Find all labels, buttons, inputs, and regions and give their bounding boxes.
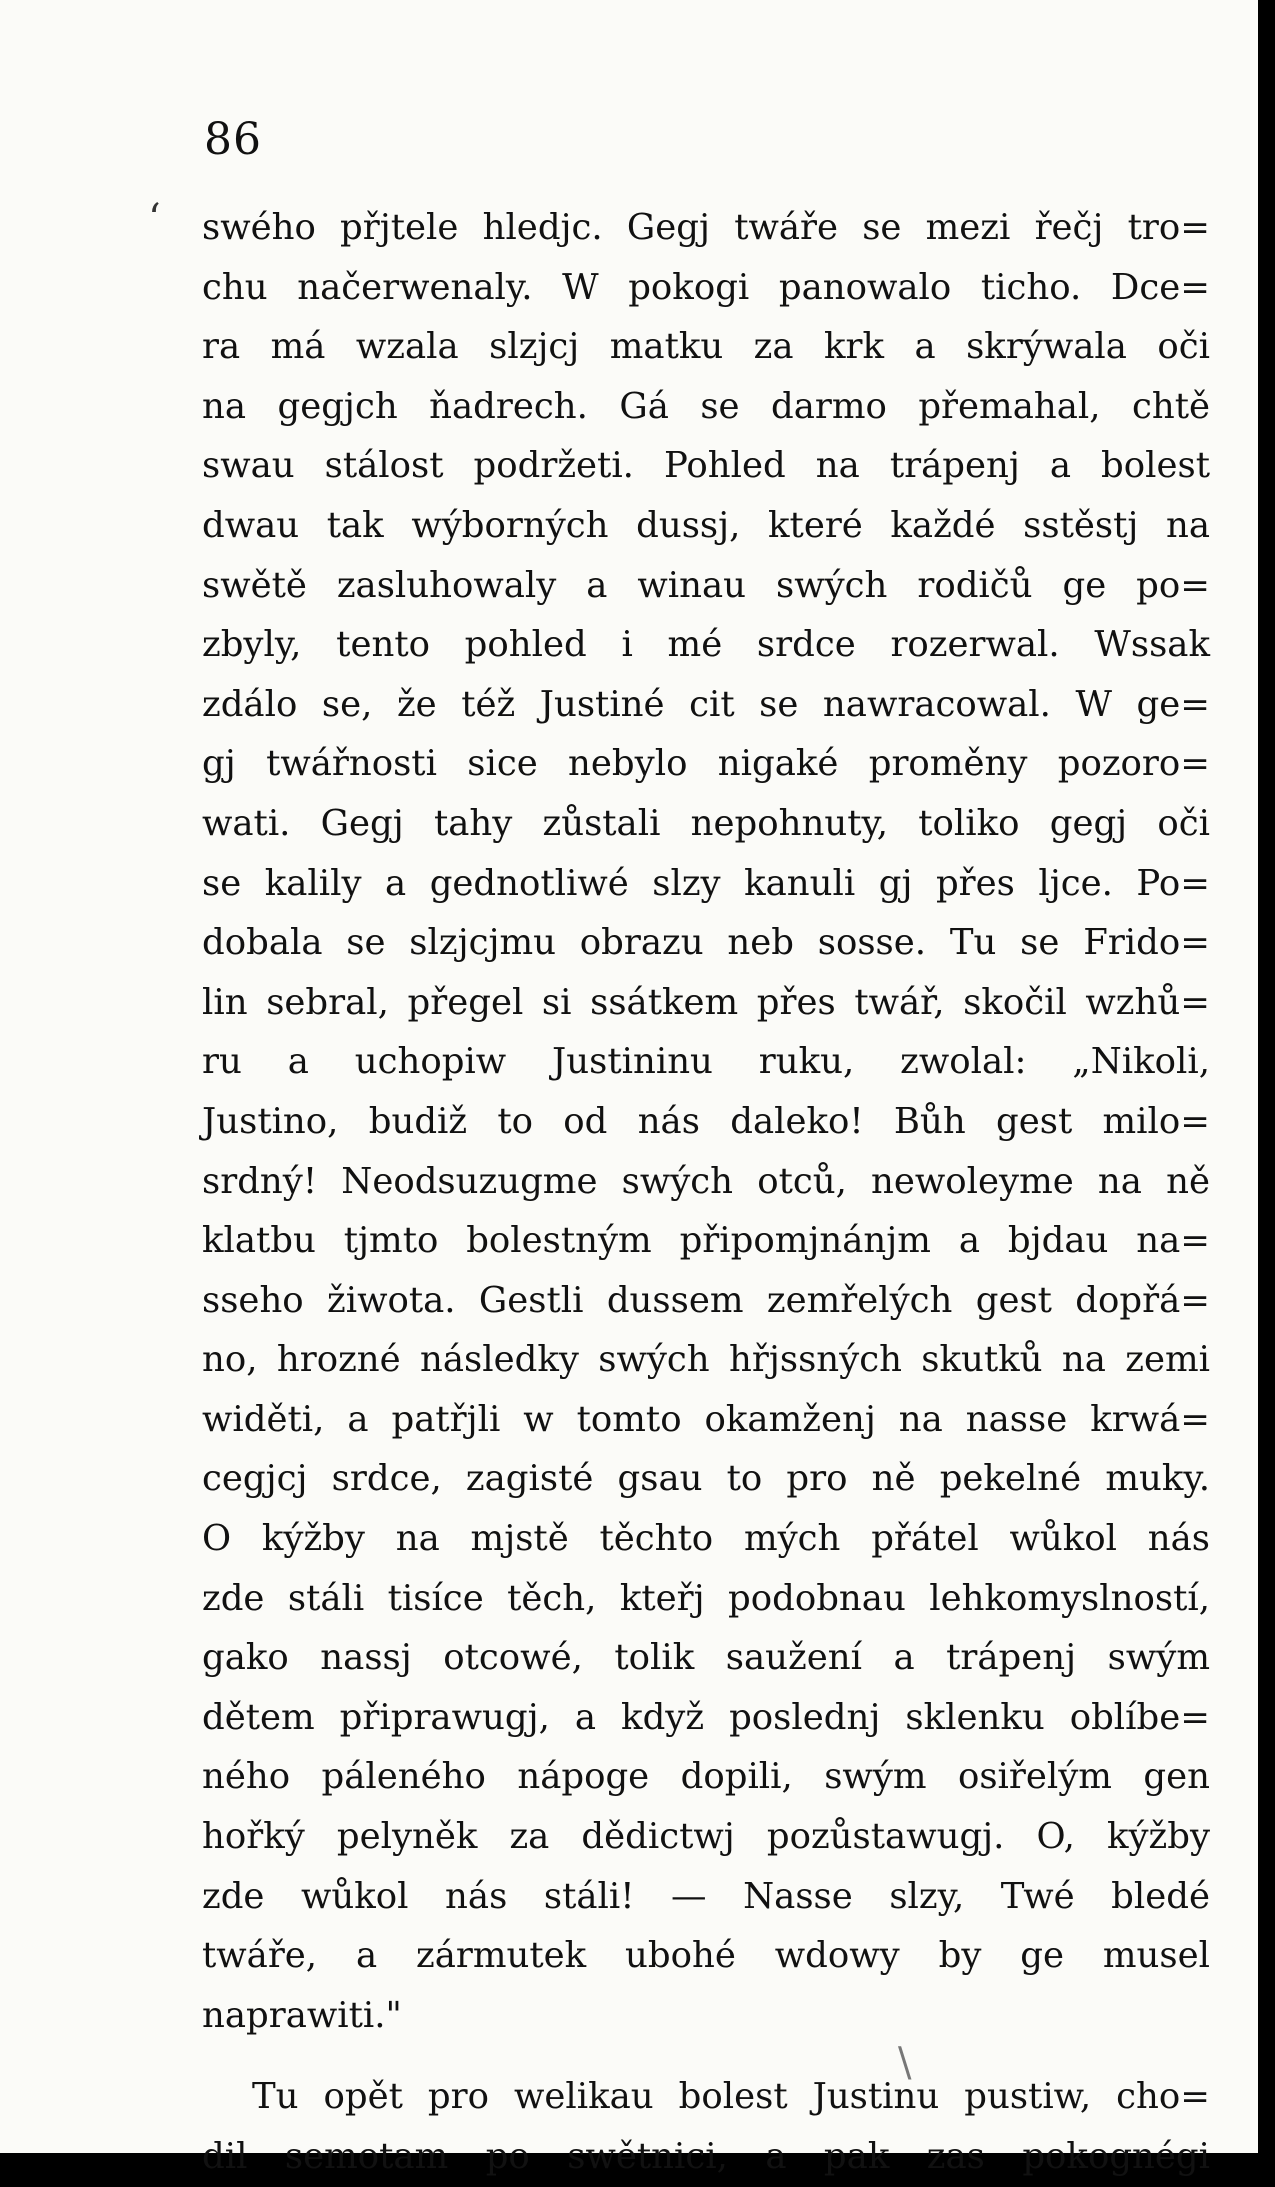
text-line: widěti, a patřjli w tomto okamženj na nasse krwá= [202,1398,1210,1440]
text-line: ru a uchopiw Justininu ruku, zwolal: „Nikoli, [202,1041,1210,1083]
page-number: 86 [204,114,262,165]
text-line: Tu opět pro welikau bolest Justinu pustiw, cho= [252,2076,1210,2118]
paragraph-gap [202,2045,1210,2067]
body-text [202,198,1210,2187]
text-line: dwau tak wýborných dussj, které každé sstěstj na [202,504,1210,546]
text-line: twáře, a zármutek ubohé wdowy by ge musel [202,1935,1210,1977]
text-line: na gegjch ňadrech. Gá se darmo přemahal, chtě [202,385,1210,427]
text-line: zdálo se, že též Justiné cit se nawracowal. W ge= [202,683,1210,725]
paragraph [202,2067,1210,2186]
text-line: zde stáli tisíce těch, kteřj podobnau lehkomyslností, [202,1577,1210,1619]
text-line: gj twářnosti sice nebylo nigaké proměny pozoro= [202,743,1210,785]
text-line: chu načerwenaly. W pokogi panowalo ticho. Dce= [202,266,1210,308]
text-line: dobala se slzjcjmu obrazu neb sosse. Tu se Frido= [202,922,1210,964]
text-line: klatbu tjmto bolestným připomjnánjm a bjdau na= [202,1220,1210,1262]
text-line: wati. Gegj tahy zůstali nepohnuty, toliko gegj oči [202,802,1210,844]
text-line: zbyly, tento pohled i mé srdce rozerwal. Wssak [202,624,1210,666]
scan-edge [1258,0,1275,2153]
text-line: no, hrozné následky swých hřjssných skutků na zemi [202,1339,1210,1381]
text-line: se kalily a gednotliwé slzy kanuli gj přes ljce. Po= [202,862,1210,904]
margin-mark: \ [898,2040,912,2086]
text-line: dětem připrawugj, a když poslednj sklenku oblíbe= [202,1696,1210,1738]
text-line: sseho žiwota. Gestli dussem zemřelých gest dopřá= [202,1279,1210,1321]
text-line: swého přjtele hledjc. Gegj twáře se mezi řečj tro= [202,207,1210,248]
text-line: naprawiti." [202,1994,402,2036]
text-line: dil semotam po swětnici, a pak zas pokognégi [202,2136,1210,2177]
text-line: ného páleného nápoge dopili, swým osiřelým gen [202,1756,1210,1798]
text-line: swětě zasluhowaly a winau swých rodičů ge po= [202,564,1210,606]
margin-mark: ‘ [148,196,161,242]
text-line: gako nassj otcowé, tolik saužení a trápenj swým [202,1637,1210,1679]
text-line: hořký pelyněk za dědictwj pozůstawugj. O, kýžby [202,1816,1210,1858]
text-line: swau stálost podržeti. Pohled na trápenj a bolest [202,445,1210,487]
text-line: ra má wzala slzjcj matku za krk a skrýwala oči [202,326,1210,368]
text-line: lin sebral, přegel si ssátkem přes twář, skočil wzhů= [202,981,1210,1023]
text-line: O kýžby na mjstě těchto mých přátel wůkol nás [202,1518,1210,1560]
text-line: cegjcj srdce, zagisté gsau to pro ně pekelné muky. [202,1458,1210,1500]
text-line: srdný! Neodsuzugme swých otců, newoleyme na ně [202,1160,1210,1202]
text-line: zde wůkol nás stáli! — Nasse slzy, Twé bledé [202,1875,1210,1917]
text-line: Justino, budiž to od nás daleko! Bůh gest milo= [202,1100,1210,1142]
paragraph [202,198,1210,2045]
